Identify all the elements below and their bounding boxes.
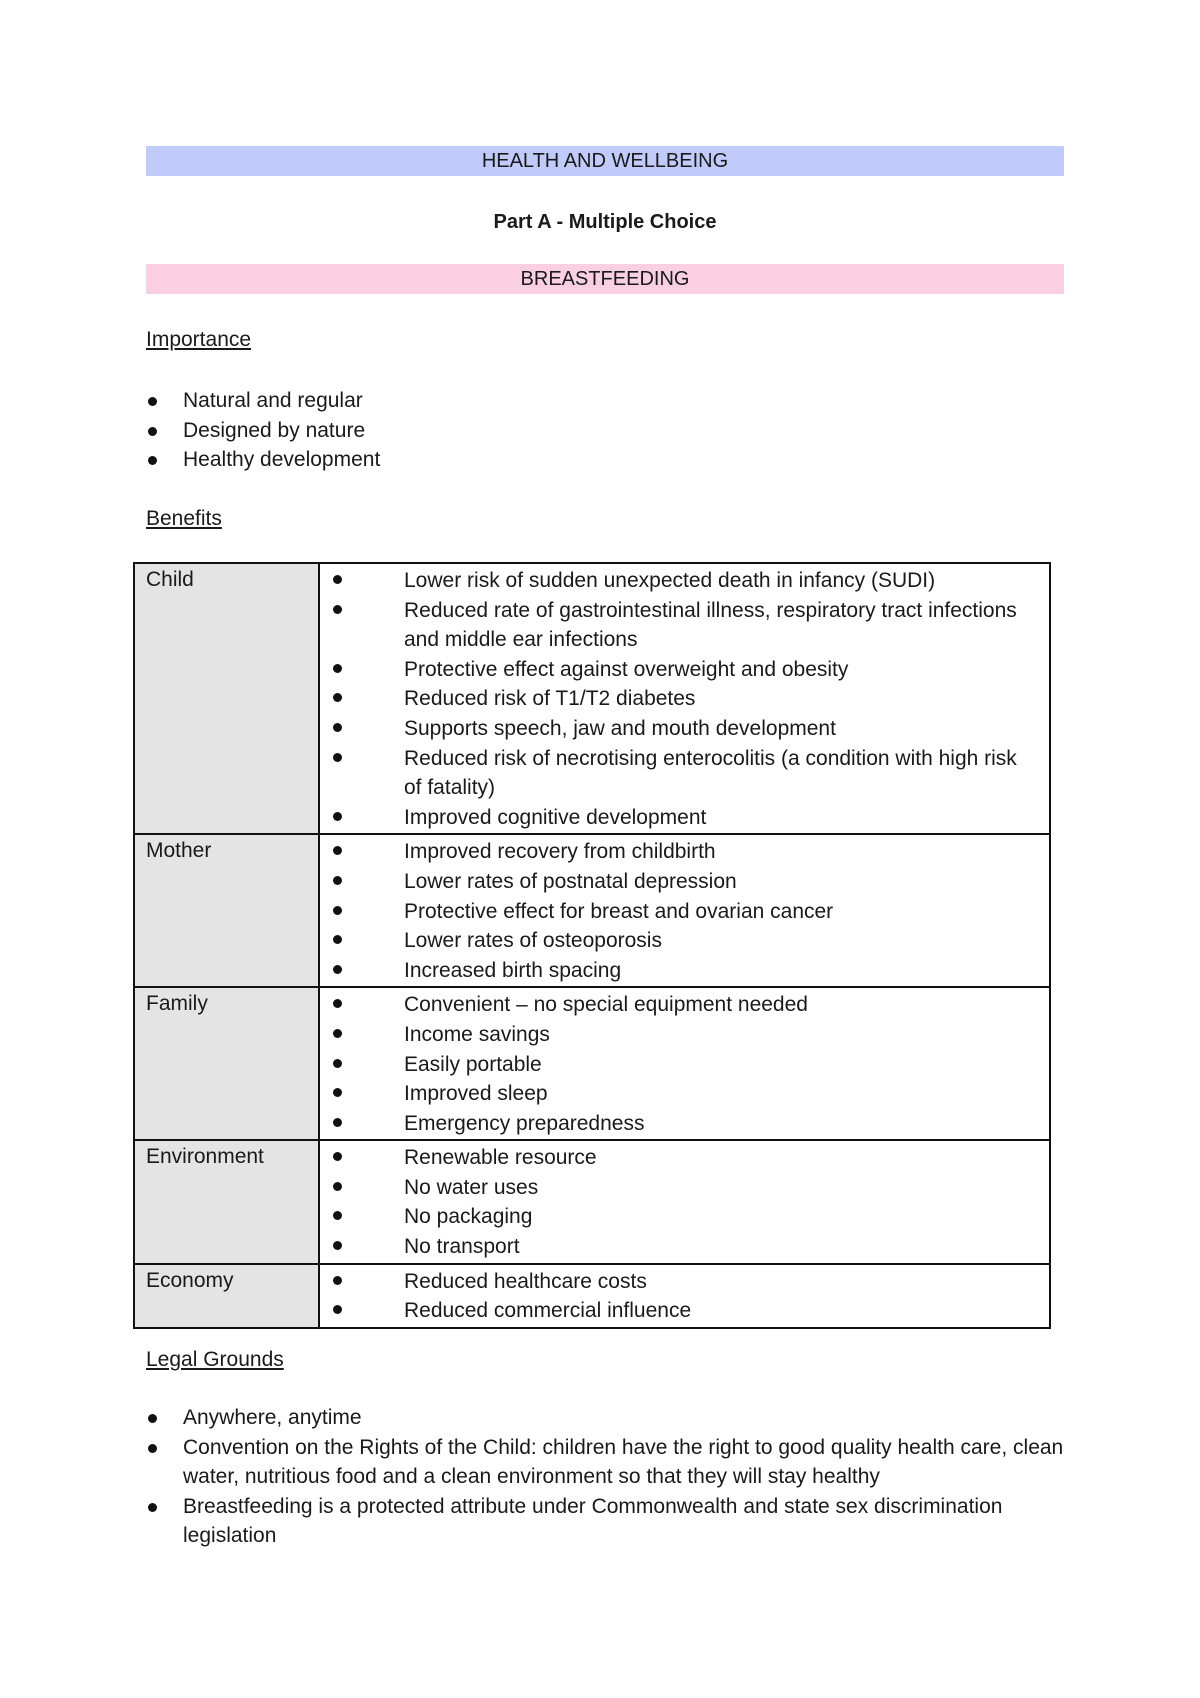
- list-item-text: Lower rates of osteoporosis: [404, 929, 662, 953]
- bullet-icon: [333, 812, 342, 821]
- list-item-text: Protective effect for breast and ovarian cancer: [404, 899, 834, 923]
- bullet-icon: [333, 1088, 342, 1097]
- list-item: [331, 1109, 1038, 1139]
- category-cell: Mother: [134, 834, 319, 987]
- list-item-text: Designed by nature: [183, 418, 366, 442]
- benefit-list: [331, 990, 1038, 1138]
- bullet-icon: [333, 876, 342, 885]
- list-item-text: Healthy development: [183, 448, 381, 472]
- table-row: [134, 834, 1050, 987]
- list-item: [331, 1202, 1038, 1232]
- category-cell: Child: [134, 563, 319, 834]
- bullet-icon: [333, 906, 342, 915]
- legal-grounds-list: [146, 1403, 1076, 1551]
- bullet-icon: [148, 1444, 157, 1453]
- items-cell: [319, 563, 1050, 834]
- section-title: BREASTFEEDING: [146, 264, 1064, 294]
- list-item: [331, 990, 1038, 1020]
- table-row: [134, 563, 1050, 834]
- bullet-icon: [333, 846, 342, 855]
- list-item-text: Supports speech, jaw and mouth development: [404, 716, 836, 740]
- list-item-text: Convention on the Rights of the Child: children have the right to good quality health care, clean water, nutritious food and a clean environment so that they will stay healthy: [183, 1435, 1064, 1489]
- list-item: [331, 1173, 1038, 1203]
- bullet-icon: [333, 1182, 342, 1191]
- list-item: [146, 1492, 1076, 1551]
- list-item-text: Easily portable: [404, 1052, 542, 1076]
- list-item-text: Anywhere, anytime: [183, 1406, 362, 1429]
- bullet-icon: [148, 397, 157, 406]
- list-item-text: Natural and regular: [183, 389, 363, 412]
- table-row: [134, 1264, 1050, 1328]
- list-item-text: Emergency preparedness: [404, 1111, 645, 1135]
- list-item: [331, 1296, 1038, 1326]
- list-item-text: Improved recovery from childbirth: [404, 840, 716, 864]
- bullet-icon: [333, 723, 342, 732]
- list-item-text: No packaging: [404, 1205, 533, 1229]
- table-row: [134, 1140, 1050, 1263]
- list-item-text: Improved cognitive development: [404, 805, 707, 829]
- benefit-list: [331, 1267, 1038, 1326]
- items-cell: [319, 987, 1050, 1140]
- bullet-icon: [148, 456, 157, 465]
- bullet-icon: [333, 999, 342, 1008]
- bullet-icon: [333, 693, 342, 702]
- bullet-icon: [333, 965, 342, 974]
- items-cell: [319, 834, 1050, 987]
- benefit-list: [331, 837, 1038, 985]
- benefits-table: [133, 562, 1051, 1329]
- list-item-text: Reduced rate of gastrointestinal illness, respiratory tract infections and middle ear infections: [404, 598, 1017, 652]
- bullet-icon: [333, 664, 342, 673]
- bullet-icon: [333, 575, 342, 584]
- list-item: [146, 386, 1076, 416]
- list-item-text: Reduced risk of necrotising enterocolitis (a condition with high risk of fatality): [404, 746, 1017, 800]
- list-item: [331, 926, 1038, 956]
- benefit-list: [331, 1143, 1038, 1261]
- document-title: HEALTH AND WELLBEING: [146, 146, 1064, 176]
- bullet-icon: [333, 1241, 342, 1250]
- category-cell: Family: [134, 987, 319, 1140]
- list-item: [331, 867, 1038, 897]
- list-item-text: Reduced risk of T1/T2 diabetes: [404, 687, 696, 711]
- list-item-text: Renewable resource: [404, 1146, 597, 1170]
- list-item: [331, 1232, 1038, 1262]
- bullet-icon: [148, 1503, 157, 1512]
- list-item: [146, 1433, 1076, 1492]
- list-item-text: Reduced commercial influence: [404, 1299, 692, 1323]
- category-cell: Environment: [134, 1140, 319, 1263]
- bullet-icon: [333, 1029, 342, 1038]
- bullet-icon: [333, 935, 342, 944]
- items-cell: [319, 1140, 1050, 1263]
- part-subtitle: Part A - Multiple Choice: [493, 211, 717, 233]
- list-item: [331, 1020, 1038, 1050]
- list-item: [331, 744, 1038, 803]
- items-cell: [319, 1264, 1050, 1328]
- bullet-icon: [333, 1152, 342, 1161]
- importance-heading: Importance: [146, 328, 252, 351]
- list-item: [146, 416, 1076, 446]
- list-item: [331, 566, 1038, 596]
- list-item: [331, 684, 1038, 714]
- bullet-icon: [148, 1414, 157, 1423]
- list-item: [146, 1403, 1076, 1433]
- bullet-icon: [333, 605, 342, 614]
- list-item-text: Breastfeeding is a protected attribute under Commonwealth and state sex discrimination legislation: [183, 1494, 1003, 1548]
- list-item-text: No transport: [404, 1235, 520, 1259]
- bullet-icon: [333, 1118, 342, 1127]
- list-item-text: Protective effect against overweight and obesity: [404, 657, 849, 681]
- list-item-text: Increased birth spacing: [404, 958, 622, 982]
- list-item: [331, 837, 1038, 867]
- benefit-list: [331, 566, 1038, 832]
- list-item: [331, 714, 1038, 744]
- bullet-icon: [333, 1276, 342, 1285]
- category-cell: Economy: [134, 1264, 319, 1328]
- bullet-icon: [333, 1211, 342, 1220]
- bullet-icon: [333, 1305, 342, 1314]
- bullet-icon: [148, 427, 157, 436]
- list-item-text: Income savings: [404, 1022, 550, 1046]
- importance-list: [146, 386, 1076, 475]
- list-item-text: No water uses: [404, 1175, 539, 1199]
- bullet-icon: [333, 753, 342, 762]
- list-item: [146, 445, 1076, 475]
- list-item: [331, 897, 1038, 927]
- table-row: [134, 987, 1050, 1140]
- list-item-text: Lower risk of sudden unexpected death in infancy (SUDI): [404, 569, 936, 592]
- list-item-text: Convenient – no special equipment needed: [404, 993, 808, 1017]
- list-item: [331, 596, 1038, 655]
- list-item: [331, 1050, 1038, 1080]
- legal-grounds-heading: Legal Grounds: [146, 1348, 284, 1371]
- list-item: [331, 803, 1038, 833]
- list-item: [331, 1143, 1038, 1173]
- bullet-icon: [333, 1059, 342, 1068]
- list-item-text: Improved sleep: [404, 1082, 548, 1106]
- list-item: [331, 956, 1038, 986]
- list-item: [331, 1267, 1038, 1297]
- benefits-heading: Benefits: [146, 507, 222, 530]
- list-item-text: Lower rates of postnatal depression: [404, 869, 737, 893]
- list-item: [331, 1079, 1038, 1109]
- list-item: [331, 655, 1038, 685]
- list-item-text: Reduced healthcare costs: [404, 1269, 647, 1293]
